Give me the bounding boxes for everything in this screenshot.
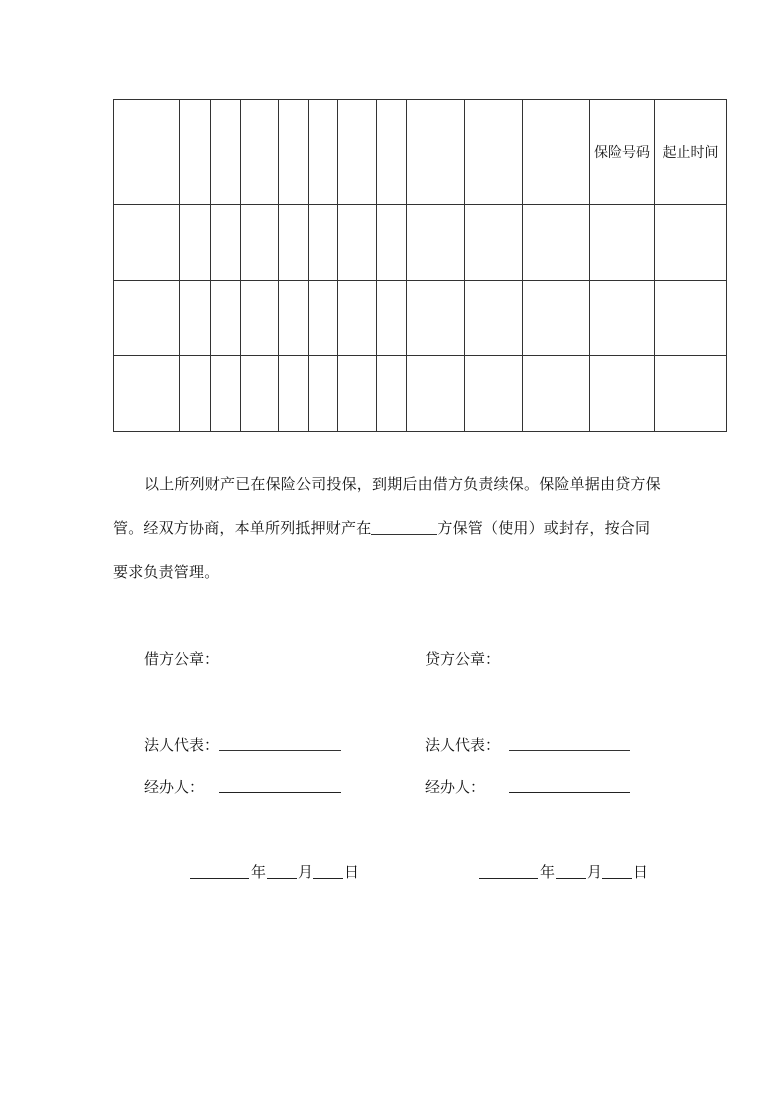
table-header-cell-period: 起止时间	[655, 100, 727, 205]
date-left-year-label: 年	[251, 863, 267, 881]
table-cell[interactable]	[338, 356, 377, 432]
table-cell[interactable]	[377, 356, 407, 432]
property-table	[113, 99, 727, 432]
table-cell[interactable]	[309, 281, 338, 356]
date-right-year-line[interactable]	[479, 878, 538, 879]
borrower-seal-label: 借方公章：	[144, 650, 220, 668]
table-cell[interactable]	[114, 281, 180, 356]
table-header-cell	[211, 100, 241, 205]
table-cell[interactable]	[211, 356, 241, 432]
table-cell[interactable]	[655, 356, 727, 432]
table-cell[interactable]	[407, 281, 465, 356]
table-cell[interactable]	[309, 356, 338, 432]
table-cell[interactable]	[523, 356, 590, 432]
table-cell[interactable]	[211, 281, 241, 356]
paragraph-text-before: 以上所列财产已在保险公司投保，到期后由借方负责续保。保险单据由贷方保管。经双方协商，本单所列抵押财产在	[113, 475, 661, 537]
table-header-cell	[279, 100, 309, 205]
custodian-blank[interactable]	[371, 518, 437, 535]
table-cell[interactable]	[180, 356, 211, 432]
table-cell[interactable]	[114, 356, 180, 432]
legal-rep-right-label: 法人代表：	[425, 736, 501, 754]
date-left-day-line[interactable]	[313, 878, 343, 879]
table-cell[interactable]	[338, 205, 377, 281]
table-header-cell	[114, 100, 180, 205]
table-header-cell	[338, 100, 377, 205]
table-header-cell	[377, 100, 407, 205]
table-cell[interactable]	[523, 205, 590, 281]
table-header-cell	[465, 100, 523, 205]
table-cell[interactable]	[180, 205, 211, 281]
table-cell[interactable]	[407, 205, 465, 281]
handler-left-label: 经办人：	[144, 778, 205, 796]
date-left-month-line[interactable]	[267, 878, 297, 879]
handler-left-line[interactable]	[219, 792, 341, 793]
legal-rep-left-label: 法人代表：	[144, 736, 220, 754]
handler-right-line[interactable]	[509, 792, 630, 793]
table-cell[interactable]	[241, 356, 279, 432]
table-row	[114, 205, 727, 281]
table-cell[interactable]	[465, 205, 523, 281]
table-cell[interactable]	[279, 205, 309, 281]
table-cell[interactable]	[590, 356, 655, 432]
table-header-row	[114, 100, 727, 205]
table-row	[114, 281, 727, 356]
paragraph-text-after: 方保管（使用）或封存，按合同要求负责管理。	[113, 519, 651, 581]
handler-right-label: 经办人：	[425, 778, 486, 796]
table-cell[interactable]	[377, 205, 407, 281]
table-header-cell	[309, 100, 338, 205]
table-cell[interactable]	[241, 281, 279, 356]
table-cell[interactable]	[338, 281, 377, 356]
legal-rep-left-line[interactable]	[219, 750, 341, 751]
table-header-cell	[241, 100, 279, 205]
date-left-day-label: 日	[344, 863, 360, 881]
date-left-month-label: 月	[298, 863, 314, 881]
date-right-day-line[interactable]	[602, 878, 632, 879]
table-row	[114, 356, 727, 432]
date-right-year-label: 年	[540, 863, 556, 881]
table-header-cell-insurance-no: 保险号码	[590, 100, 655, 205]
table-cell[interactable]	[590, 205, 655, 281]
table-cell[interactable]	[465, 281, 523, 356]
table-cell[interactable]	[465, 356, 523, 432]
table-cell[interactable]	[655, 281, 727, 356]
table-header-cell	[180, 100, 211, 205]
table-cell[interactable]	[114, 205, 180, 281]
table-cell[interactable]	[655, 205, 727, 281]
table-cell[interactable]	[279, 356, 309, 432]
date-left-year-line[interactable]	[190, 878, 249, 879]
table-cell[interactable]	[377, 281, 407, 356]
table-header-cell	[523, 100, 590, 205]
table-cell[interactable]	[407, 356, 465, 432]
date-right-month-label: 月	[587, 863, 603, 881]
legal-rep-right-line[interactable]	[509, 750, 630, 751]
date-right-day-label: 日	[633, 863, 649, 881]
table-cell[interactable]	[590, 281, 655, 356]
insurance-paragraph	[113, 462, 661, 594]
table-cell[interactable]	[309, 205, 338, 281]
table-cell[interactable]	[211, 205, 241, 281]
table-cell[interactable]	[241, 205, 279, 281]
table-cell[interactable]	[180, 281, 211, 356]
table-cell[interactable]	[279, 281, 309, 356]
lender-seal-label: 贷方公章：	[425, 650, 501, 668]
table-cell[interactable]	[523, 281, 590, 356]
table-header-cell	[407, 100, 465, 205]
date-right-month-line[interactable]	[556, 878, 586, 879]
